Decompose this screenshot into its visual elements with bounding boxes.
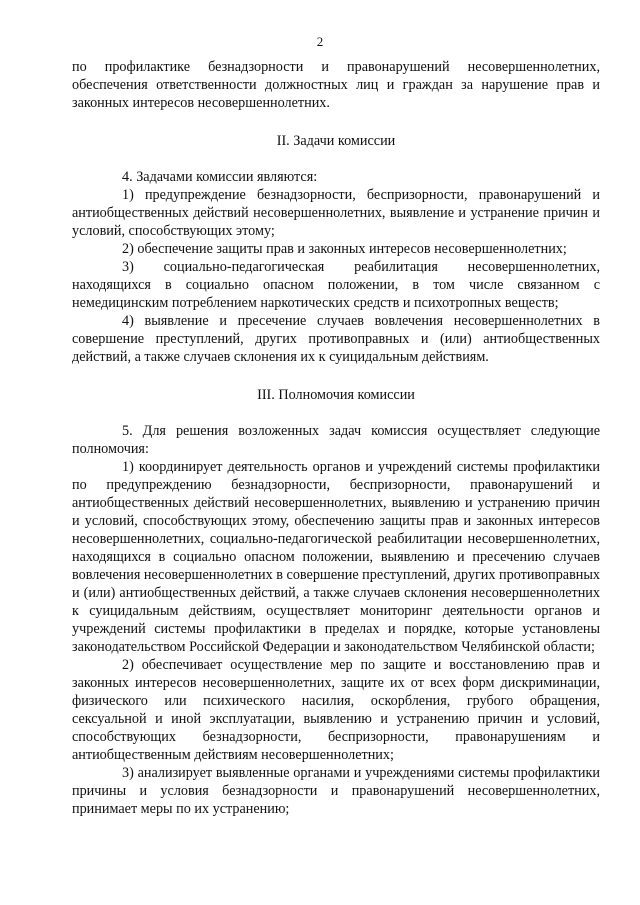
page-number: 2 (316, 34, 324, 49)
section-heading-tasks: II. Задачи комиссии (276, 133, 396, 149)
task-item: 4) выявление и пресечение случаев вовлечения несовершеннолетних в совершение преступлений, других противоправных и (или) антиобщественных действий, а также случаев склонения их к суицидальным действиям. (72, 313, 600, 365)
powers-lead: 5. Для решения возложенных задач комиссия осуществляет следующие полномочия: (72, 423, 600, 457)
power-item: 1) координирует деятельность органов и учреждений системы профилактики по предупреждению безнадзорности, беспризорности, правонарушений и антиобщественных действий несовершеннолетних, выявлению и устранению причин и условий, способствующих этому, обеспечению защиты прав и законных интересов несовершеннолетних, социально-педагогической реабилитации несовершеннолетних, находящихся в социально опасном положении, выявлению и пресечению случаев вовлечения несовершеннолетних в совершение преступлений, других противоправных и (или) антиобщественных действий, а также случаев склонения несовершеннолетних к суицидальным действиям, осуществляет мониторинг деятельности органов и учреждений системы профилактики в пределах и порядке, которые установлены законодательством Российской Федерации и законодательством Челябинской области; (72, 459, 601, 655)
task-item: 2) обеспечение защиты прав и законных интересов несовершеннолетних; (122, 241, 567, 257)
power-item: 2) обеспечивает осуществление мер по защите и восстановлению прав и законных интересов несовершеннолетних, защите их от всех форм дискриминации, физического или психического насилия, оскорбления, грубого обращения, сексуальной и иной эксплуатации, выявлению и устранению причин и условий, способствующих безнадзорности, беспризорности, правонарушениям и антиобщественным действиям несовершеннолетних; (72, 657, 600, 763)
task-item: 3) социально-педагогическая реабилитация несовершеннолетних, находящихся в социально опасном положении, в том числе связанном с немедицинским потреблением наркотических средств и психотропных веществ; (72, 259, 600, 311)
document-body (72, 58, 600, 818)
section-heading-powers: III. Полномочия комиссии (257, 387, 415, 403)
power-item: 3) анализирует выявленные органами и учреждениями системы профилактики причины и условия безнадзорности и правонарушений несовершеннолетних, принимает меры по их устранению; (72, 765, 600, 817)
task-item: 1) предупреждение безнадзорности, беспризорности, правонарушений и антиобщественных действий несовершеннолетних, выявление и устранение причин и условий, способствующих этому; (72, 187, 600, 239)
intro-continuation: по профилактике безнадзорности и правонарушений несовершеннолетних, обеспечения ответственности должностных лиц и граждан за нарушение прав и законных интересов несовершеннолетних. (72, 59, 600, 111)
tasks-lead: 4. Задачами комиссии являются: (122, 169, 318, 185)
